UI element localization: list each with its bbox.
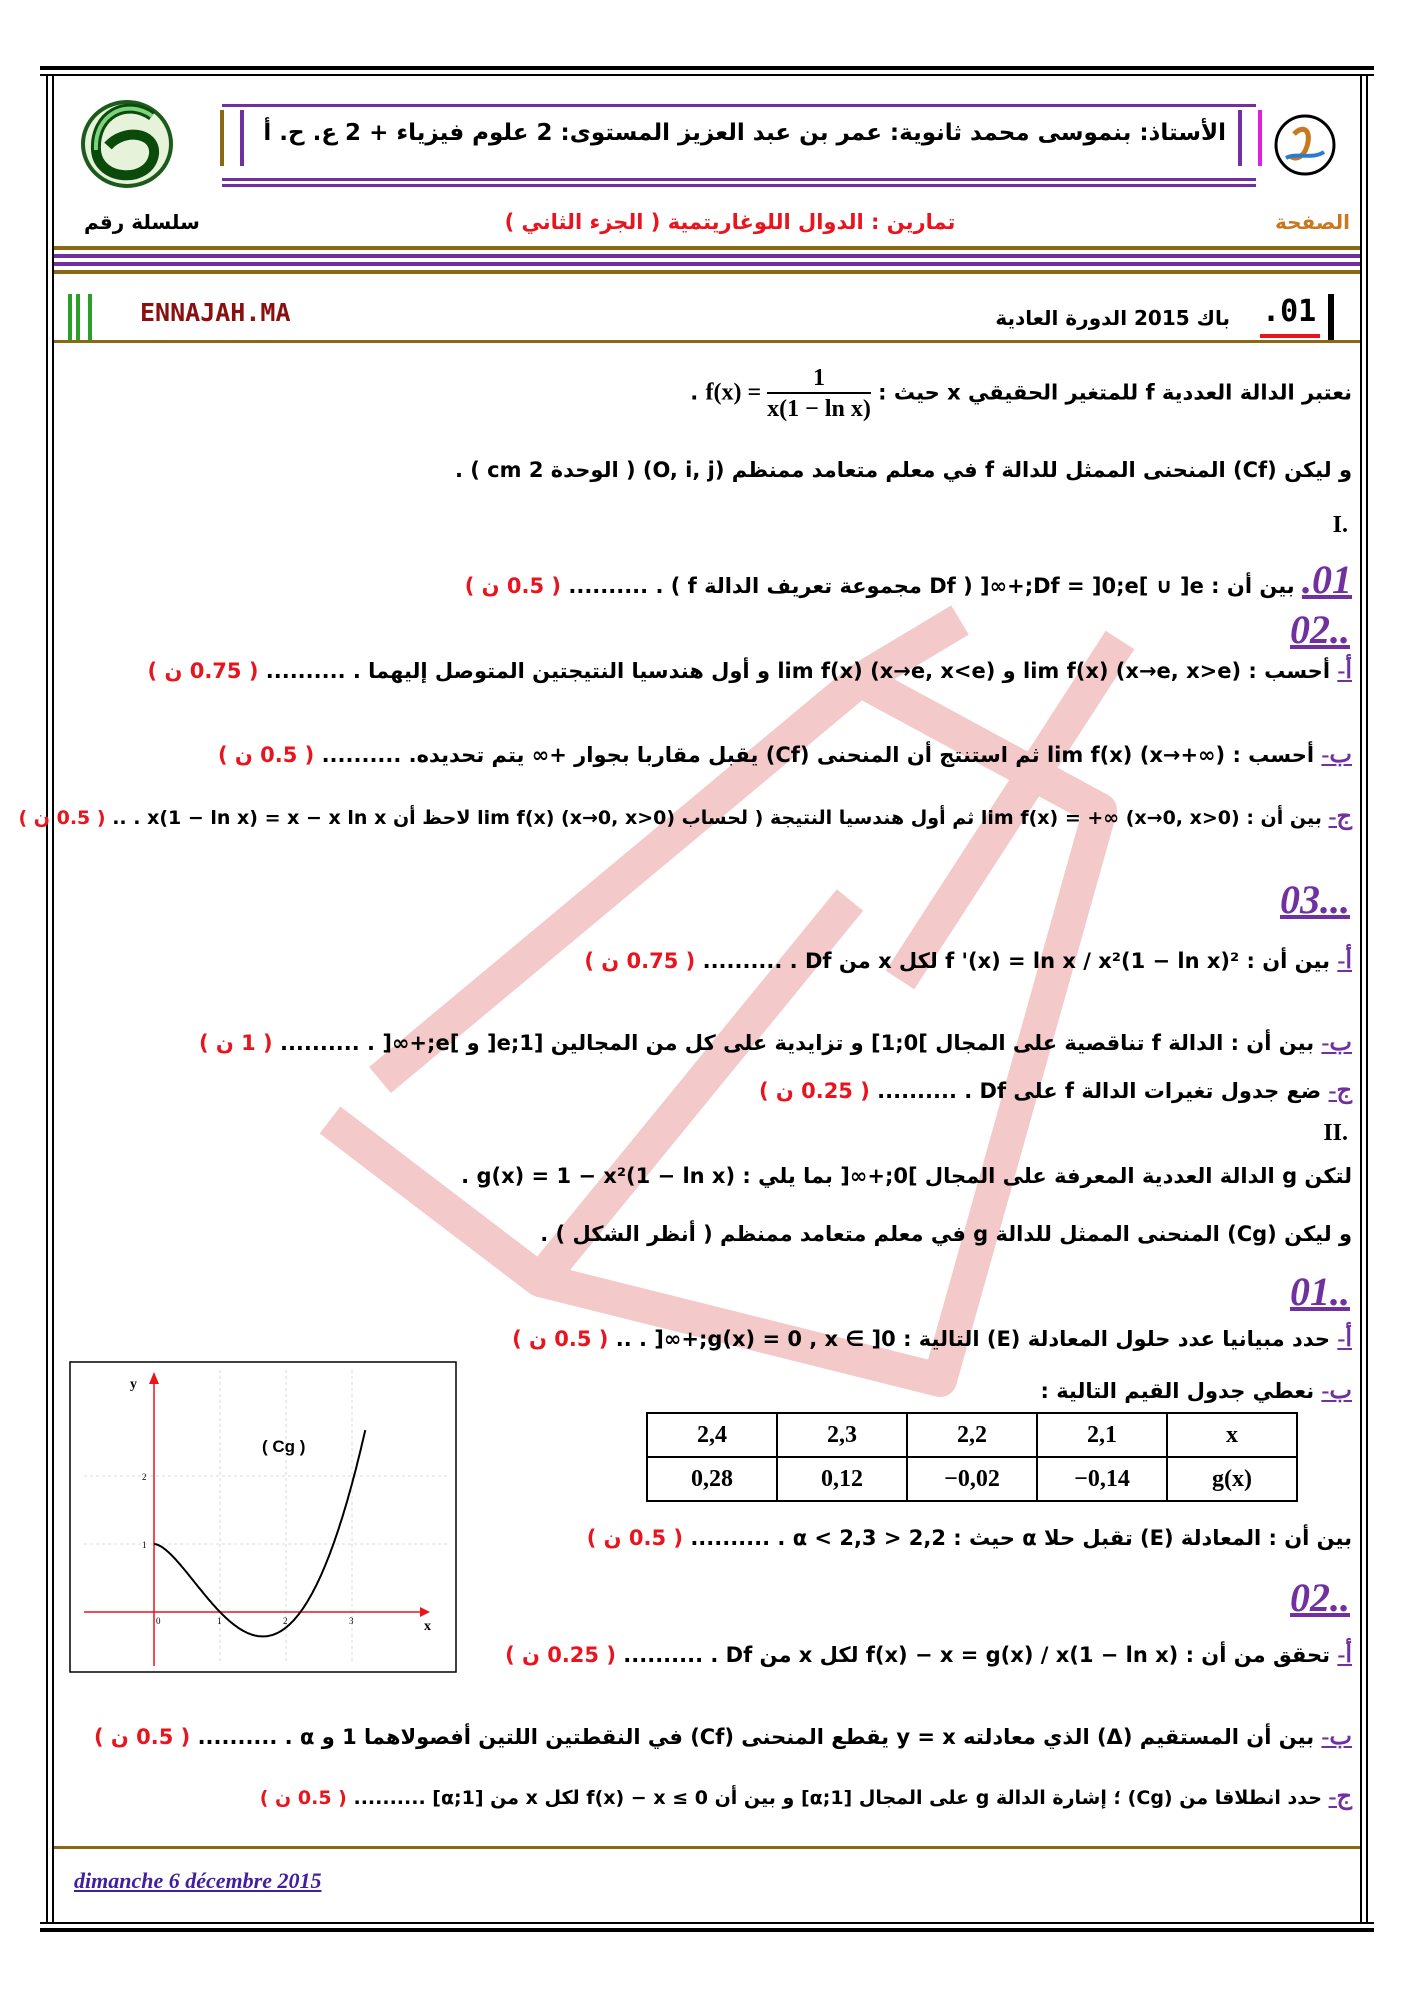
page-frame-left <box>46 76 48 1922</box>
exercise-header-bottom-line <box>54 340 1360 343</box>
series-label: سلسلة رقم <box>84 210 200 234</box>
f-numerator: 1 <box>813 365 825 391</box>
exercise-number-underline <box>1260 334 1320 338</box>
graph-frame <box>70 1362 456 1672</box>
exercise-header-right-bar <box>1328 294 1334 340</box>
graph-tick-x1: 1 <box>217 1616 222 1626</box>
intro-line-1: نعتبر الدالة العددية f للمتغير الحقيقي x حيث : f(x) = $\frac{1}{\text{x(1 − ln x)}}$ . <box>690 365 1352 422</box>
title-bar-bottom-line-2 <box>222 184 1256 187</box>
part2-question-2c <box>62 1782 1352 1826</box>
f-denominator: x(1 − ln x) <box>767 392 871 423</box>
question-2-number: 02.. <box>1290 607 1350 652</box>
logo-right-icon <box>1272 112 1338 178</box>
header-divider-2 <box>54 254 1360 258</box>
values-table-cell: x <box>1167 1413 1297 1457</box>
site-name: ENNAJAH.MA <box>140 298 291 327</box>
header-divider-3 <box>54 262 1360 266</box>
question-2b <box>62 740 1352 784</box>
exercise-title: باك 2015 الدورة العادية <box>995 306 1230 330</box>
question-3c-points: ( 0.25 ن ) <box>758 1079 870 1103</box>
part2-question-1a-points: ( 0.5 ن ) <box>512 1327 609 1351</box>
page-label: الصفحة <box>1274 210 1350 234</box>
question-3c <box>62 1076 1352 1120</box>
part2-question-1c-text: بين أن : المعادلة (E) تقبل حلا α حيث : 2,2 < α < 2,3 . .......... <box>690 1526 1352 1550</box>
question-2b-text: أحسب : lim f(x) (x→+∞) ثم استنتج أن المنحنى (Cf) يقبل مقاربا بجوار +∞ يتم تحديده. .......... <box>321 743 1315 767</box>
values-table-cell: 2,2 <box>907 1413 1037 1457</box>
part2-question-2b <box>62 1722 1352 1766</box>
graph-curve-label: ( Cg ) <box>262 1437 306 1456</box>
header-divider-4 <box>54 270 1360 274</box>
part2-question-2b-points: ( 0.5 ن ) <box>93 1725 191 1749</box>
question-3a-label: أ- <box>1337 948 1352 974</box>
exercises-title: تمارين : الدوال اللوغاريتمية ( الجزء الثاني ) <box>504 210 956 234</box>
page-frame-bottom <box>40 1922 1374 1924</box>
part2-question-2a-label: أ- <box>1337 1642 1352 1668</box>
graph-tick-x3: 3 <box>349 1616 354 1626</box>
part2-question-2a-points: ( 0.25 ن ) <box>505 1643 616 1667</box>
part2-question-1b-text: نعطي جدول القيم التالية : <box>1040 1379 1315 1403</box>
title-bar-right-mark <box>1238 110 1262 166</box>
question-3a-text: بين أن : f '(x) = ln x / x²(1 − ln x)² لكل x من Df . .......... <box>702 949 1331 973</box>
values-table <box>646 1412 1298 1502</box>
intro-line-2: و ليكن (Cf) المنحنى الممثل للدالة f في معلم متعامد ممنظم (O, i, j) ( الوحدة 2 cm ) . <box>454 458 1352 482</box>
graph-x-label: x <box>424 1619 431 1634</box>
question-3b <box>62 1028 1352 1072</box>
intro-text-1: نعتبر الدالة العددية f للمتغير الحقيقي x حيث : <box>878 380 1352 405</box>
question-1 <box>62 556 1352 600</box>
question-1-points: ( 0.5 ن ) <box>464 574 562 598</box>
values-table-cell: 0,28 <box>647 1457 777 1501</box>
question-3-number: 03... <box>1280 877 1350 922</box>
footer-date: dimanche 6 décembre 2015 <box>74 1868 322 1893</box>
part2-question-2a <box>470 1640 1352 1684</box>
header-divider-1 <box>54 246 1360 250</box>
question-3b-label: ب- <box>1321 1030 1352 1056</box>
values-table-cell: 0,12 <box>777 1457 907 1501</box>
question-1-number: 01. <box>1302 557 1352 602</box>
logo-left-icon <box>72 92 182 192</box>
values-table-cell: 2,3 <box>777 1413 907 1457</box>
question-2a-label: أ- <box>1337 658 1352 684</box>
question-2a-text: أحسب : lim f(x) (x→e, x>e) و lim f(x) (x→e, x<e) و أول هندسيا النتيجتين المتوصل إليهما . .......... <box>265 659 1331 683</box>
part2-question-2c-label: ج- <box>1328 1784 1352 1810</box>
page-frame-top-inner <box>40 74 1374 76</box>
part2-question-2c-text: حدد انطلاقا من (Cg) ؛ إشارة الدالة g على المجال [1;α] و بين أن f(x) − x ≤ 0 لكل x من [1;α] .......... <box>353 1787 1322 1809</box>
graph-tick-origin: 0 <box>156 1616 161 1626</box>
question-2a-points: ( 0.75 ن ) <box>147 659 259 683</box>
g-curve-intro: و ليكن (Cg) المنحنى الممثل للدالة g في معلم متعامد ممنظم ( أنظر الشكل ) . <box>540 1222 1352 1246</box>
page-frame-right-inner <box>1366 76 1368 1922</box>
part-two-label: II. <box>1323 1120 1348 1146</box>
part2-question-2c-points: ( 0.5 ن ) <box>259 1787 347 1809</box>
page-frame-bottom-inner <box>40 1928 1374 1932</box>
part2-question-1a-text: حدد مبيانيا عدد حلول المعادلة (E) التالية : g(x) = 0 , x ∈ ]0;+∞[ . .. <box>615 1327 1331 1351</box>
question-3c-text: ضع جدول تغيرات الدالة f على Df . .......... <box>877 1079 1322 1103</box>
question-1-text: بين أن : Df = ]0;e[ ∪ ]e;+∞[ ( Df مجموعة تعريف الدالة f ) . .......... <box>568 574 1295 598</box>
graph-tick-y2: 2 <box>142 1472 147 1482</box>
g-definition: لتكن g الدالة العددية المعرفة على المجال ]0;+∞[ بما يلي : g(x) = 1 − x²(1 − ln x) . <box>461 1164 1352 1188</box>
f-definition-lhs: f(x) = <box>705 379 762 406</box>
part2-question-1a <box>440 1324 1352 1368</box>
page-frame-left-inner <box>52 76 54 1922</box>
part2-question-1c <box>440 1526 1352 1570</box>
question-3b-text: بين أن : الدالة f تناقصية على المجال ]0;1] و تزايدية على كل من المجالين [1;e[ و ]e;+∞[ . .......... <box>279 1031 1315 1055</box>
part2-question-1-number: 01.. <box>1290 1269 1350 1314</box>
part2-question-2b-label: ب- <box>1321 1724 1352 1750</box>
values-table-cell: 2,1 <box>1037 1413 1167 1457</box>
page-frame-right <box>1360 76 1362 1922</box>
part2-question-1a-label: أ- <box>1337 1326 1352 1352</box>
f-definition <box>706 365 871 423</box>
graph-tick-x2: 2 <box>283 1616 288 1626</box>
part2-question-2a-text: تحقق من أن : f(x) − x = g(x) / x(1 − ln x) لكل x من Df . .......... <box>623 1643 1331 1667</box>
question-2c <box>18 802 1352 846</box>
graph-cg <box>68 1360 458 1674</box>
question-2b-label: ب- <box>1321 742 1352 768</box>
exercise-header-left-bar-mid <box>76 294 80 340</box>
part-one-label: I. <box>1332 512 1348 538</box>
question-3c-label: ج- <box>1328 1078 1352 1104</box>
values-table-row-x <box>647 1413 1297 1457</box>
exercise-header-left-bars <box>68 294 92 340</box>
page-frame-top <box>40 66 1374 70</box>
teacher-title: الأستاذ: بنموسى محمد ثانوية: عمر بن عبد العزيز المستوى: 2 علوم فيزياء + 2 ع. ح. أ <box>263 120 1226 146</box>
graph-y-label: y <box>130 1377 137 1392</box>
footer-divider <box>54 1846 1360 1849</box>
question-2b-points: ( 0.5 ن ) <box>217 743 315 767</box>
values-table-row-g <box>647 1457 1297 1501</box>
part2-question-2-number: 02.. <box>1290 1575 1350 1620</box>
question-2c-points: ( 0.5 ن ) <box>18 807 106 829</box>
part2-question-1b-label: ب- <box>1321 1378 1352 1404</box>
values-table-cell: −0,14 <box>1037 1457 1167 1501</box>
question-2a <box>62 656 1352 700</box>
title-bar-left-mark <box>220 110 244 166</box>
title-bar-bottom-line <box>222 178 1256 181</box>
values-table-cell: 2,4 <box>647 1413 777 1457</box>
values-table-cell: −0,02 <box>907 1457 1037 1501</box>
question-3b-points: ( 1 ن ) <box>198 1031 273 1055</box>
title-bar-top-line <box>222 104 1256 107</box>
part2-question-1c-points: ( 0.5 ن ) <box>586 1526 683 1550</box>
part2-question-2b-text: بين أن المستقيم (Δ) الذي معادلته y = x يقطع المنحنى (Cf) في النقطتين اللتين أفصولاهما 1 و α . .......... <box>197 1725 1315 1749</box>
question-2c-label: ج- <box>1328 804 1352 830</box>
question-2c-text: بين أن : lim f(x) = +∞ (x→0, x>0) ثم أول هندسيا النتيجة ( لحساب lim f(x) (x→0, x>0) لاحظ أن x(1 − ln x) = x − x ln x . .. <box>112 807 1322 829</box>
graph-tick-y1: 1 <box>142 1540 147 1550</box>
question-3a-points: ( 0.75 ن ) <box>584 949 696 973</box>
question-3a <box>62 946 1352 990</box>
values-table-cell: g(x) <box>1167 1457 1297 1501</box>
exercise-number: 01. <box>1262 294 1317 329</box>
